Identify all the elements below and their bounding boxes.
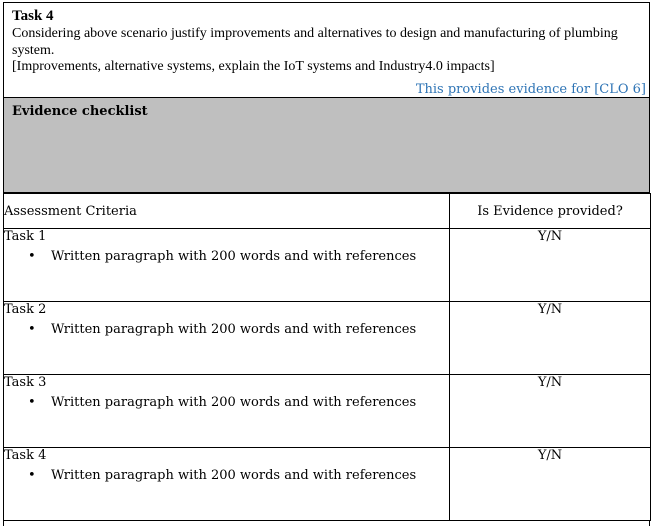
clo-evidence-note: This provides evidence for [CLO 6] (415, 82, 646, 97)
evidence-cell[interactable]: Y/N (450, 229, 651, 302)
task-title: Task 4 (12, 8, 54, 24)
criteria-cell (4, 375, 450, 448)
bullet-icon: • (28, 395, 36, 410)
bullet-icon: • (28, 468, 36, 483)
criteria-text: Written paragraph with 200 words and with references (51, 395, 417, 410)
bullet-icon: • (28, 249, 36, 264)
evidence-cell[interactable]: Y/N (450, 302, 651, 375)
criteria-text: Written paragraph with 200 words and with references (51, 468, 417, 483)
task-body (12, 26, 622, 76)
task-description-box (3, 2, 650, 98)
task-label: Task 3 (4, 375, 47, 390)
table-row (4, 302, 651, 375)
criteria-item (4, 249, 449, 264)
criteria-table (3, 193, 651, 521)
criteria-text: Written paragraph with 200 words and with references (51, 249, 417, 264)
task-label: Task 2 (4, 302, 47, 317)
task-body-line: [Improvements, alternative systems, explain the IoT systems and Industry4.0 impacts] (12, 59, 495, 74)
criteria-text: Written paragraph with 200 words and with references (51, 322, 417, 337)
task-body-line: Considering above scenario justify improvements and alternatives to design and manufacturing of plumbing system. (12, 26, 618, 58)
table-row (4, 375, 651, 448)
criteria-item (4, 322, 449, 337)
table-header-row (4, 194, 651, 229)
header-assessment-criteria: Assessment Criteria (4, 194, 450, 229)
bullet-icon: • (28, 322, 36, 337)
evidence-cell[interactable]: Y/N (450, 375, 651, 448)
criteria-cell (4, 448, 450, 521)
criteria-item (4, 395, 449, 410)
table-row (4, 229, 651, 302)
task-label: Task 4 (4, 448, 47, 463)
evidence-checklist-header (3, 97, 650, 193)
checklist-title: Evidence checklist (12, 104, 148, 119)
task-label: Task 1 (4, 229, 47, 244)
table-continuation (3, 520, 650, 526)
criteria-cell (4, 229, 450, 302)
evidence-cell[interactable]: Y/N (450, 448, 651, 521)
table-row (4, 448, 651, 521)
criteria-item (4, 468, 449, 483)
header-evidence-provided: Is Evidence provided? (450, 194, 651, 229)
criteria-cell (4, 302, 450, 375)
